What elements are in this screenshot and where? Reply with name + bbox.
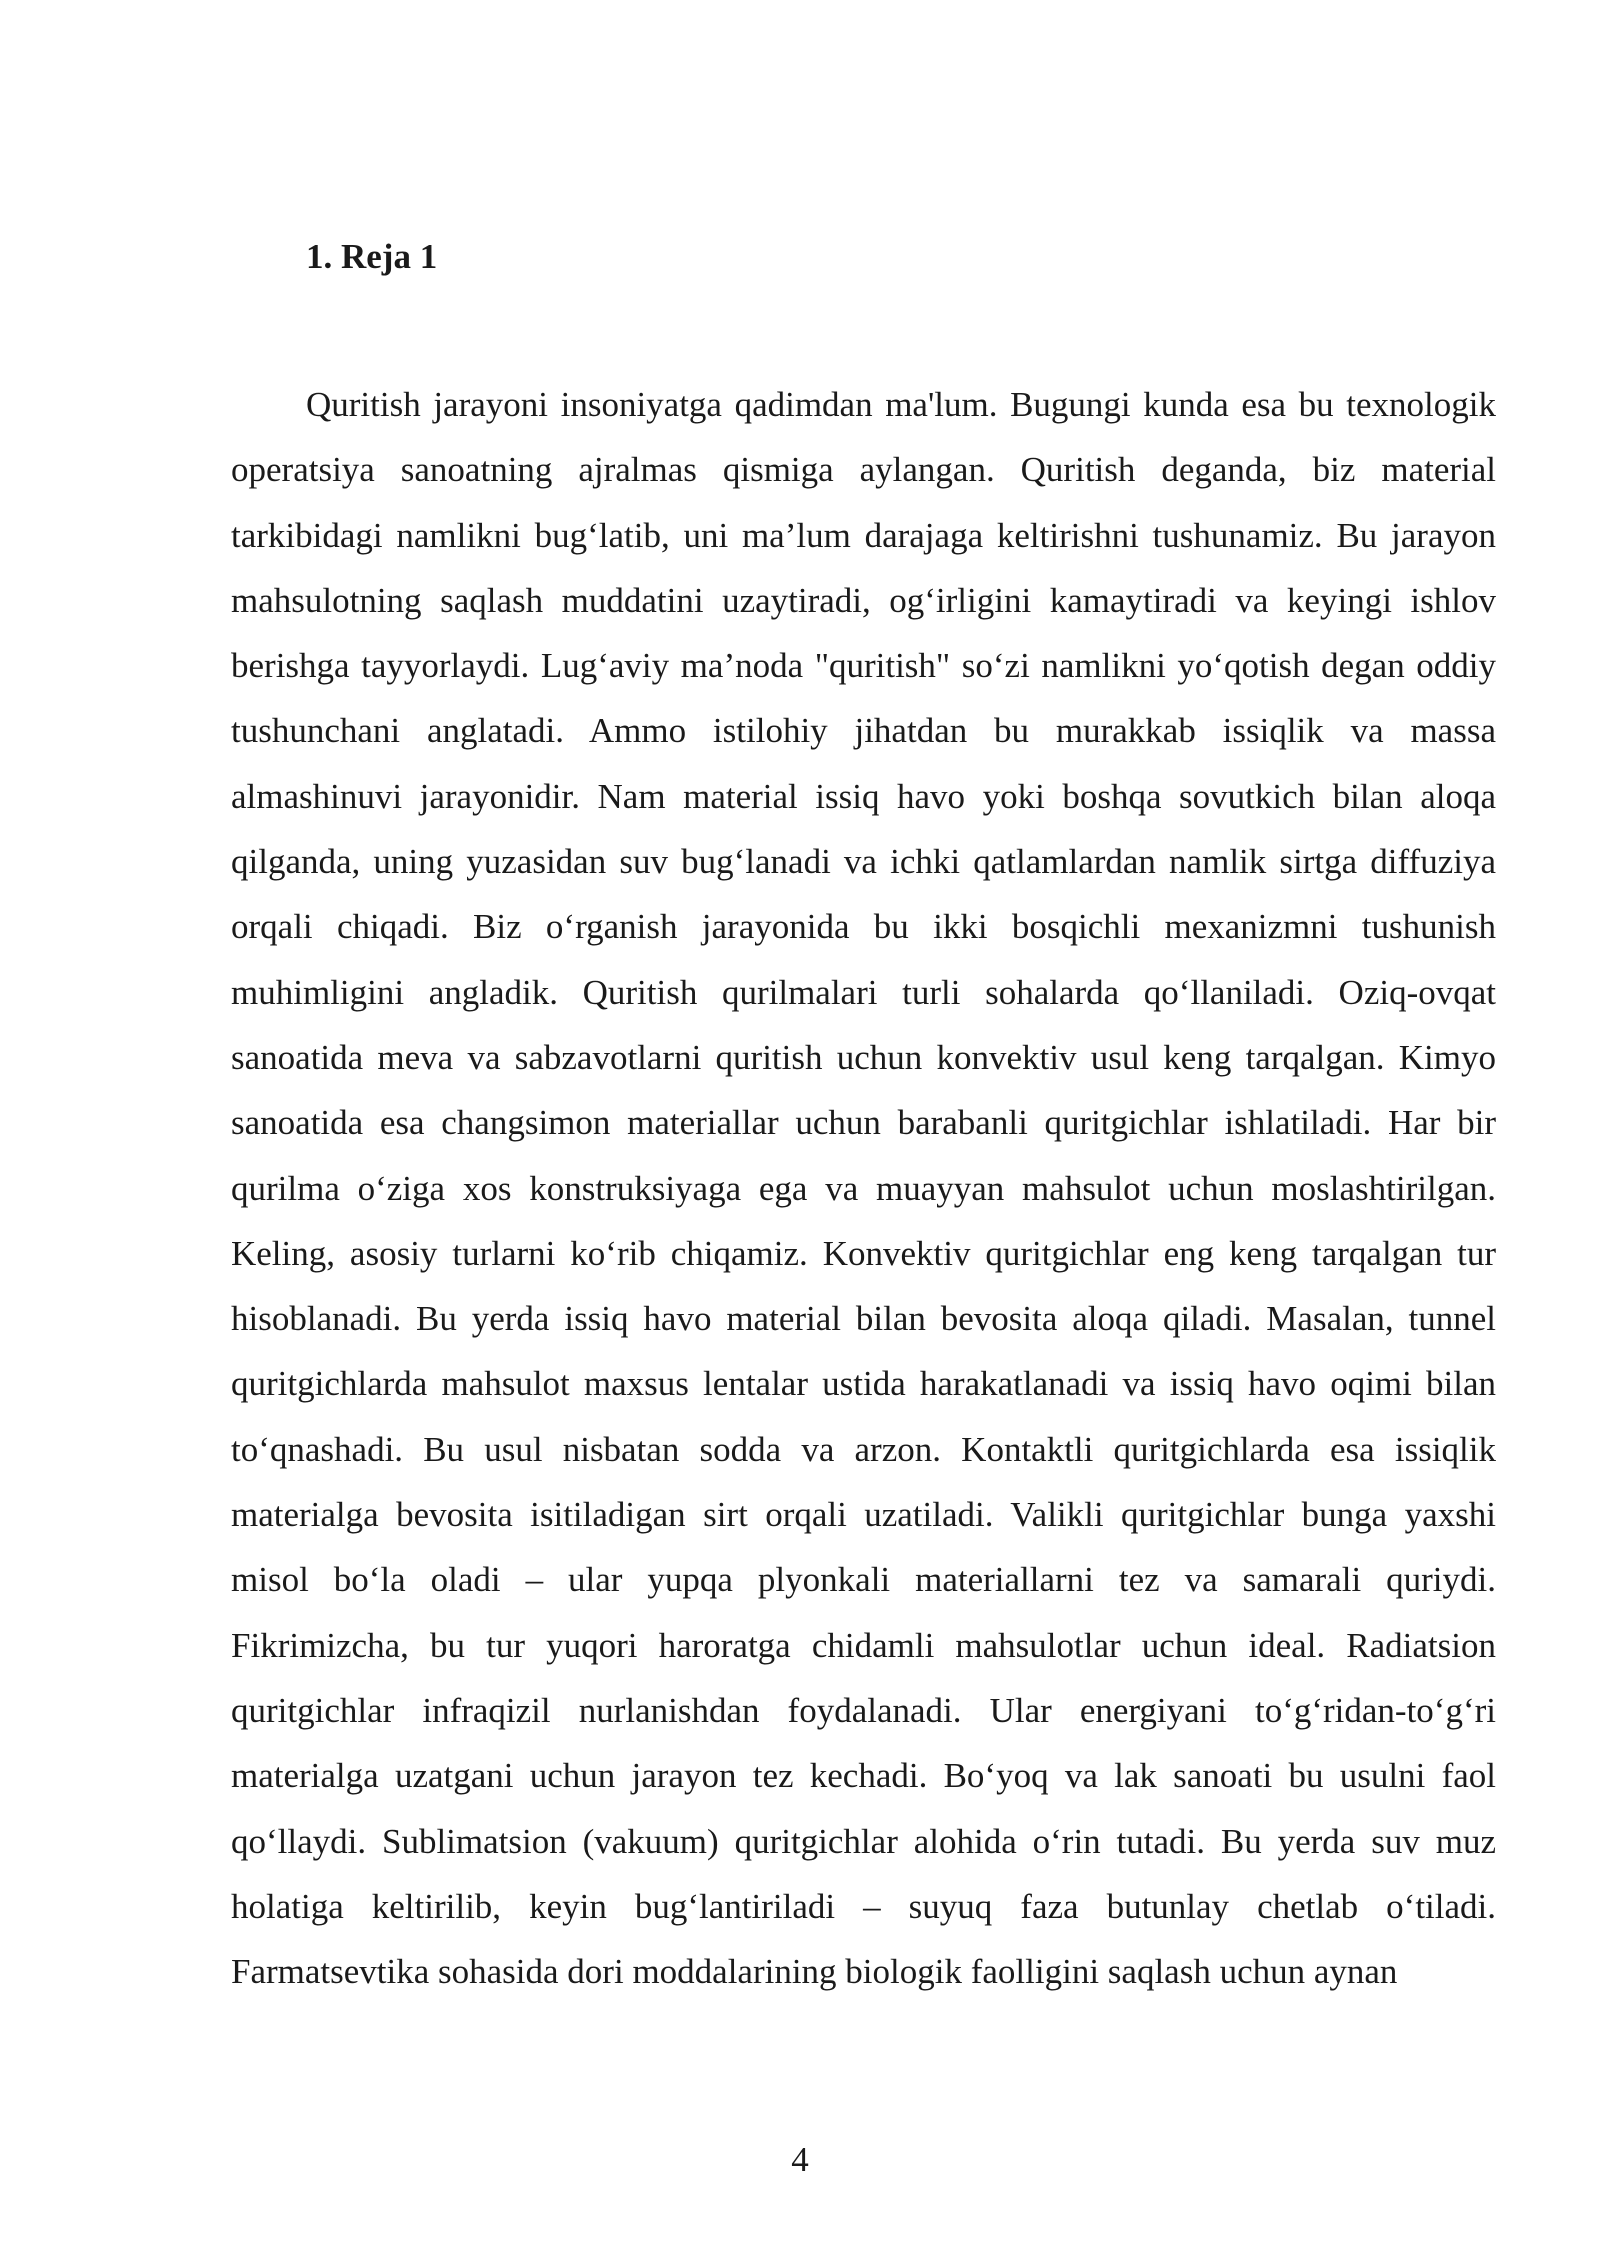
page-number: 4 bbox=[791, 2140, 809, 2179]
section-heading: 1. Reja 1 bbox=[306, 237, 438, 276]
body-paragraph: Quritish jarayoni insoniyatga qadimdan ma'lum. Bugungi kunda esa bu texnologik operatsiya sanoatning ajralmas qismiga aylangan. Quritish deganda, biz material tarkibidagi namlikni bug‘latib, uni ma’lum darajaga keltirishni tushunamiz. Bu jarayon mahsulotning saqlash muddatini uzaytiradi, og‘irligini kamaytiradi va keyingi ishlov berishga tayyorlaydi. Lug‘aviy ma’noda "quritish" so‘zi namlikni yo‘qotish degan oddiy tushunchani anglatadi. Ammo istilohiy jihatdan bu murakkab issiqlik va massa almashinuvi jarayonidir. Nam material issiq havo yoki boshqa sovutkich bilan aloqa qilganda, uning yuzasidan suv bug‘lanadi va ichki qatlamlardan namlik sirtga diffuziya orqali chiqadi. Biz o‘rganish jarayonida bu ikki bosqichli mexanizmni tushunish muhimligini angladik. Quritish qurilmalari turli sohalarda qo‘llaniladi. Oziq-ovqat sanoatida meva va sabzavotlarni quritish uchun konvektiv usul keng tarqalgan. Kimyo sanoatida esa changsimon materiallar uchun barabanli quritgichlar ishlatiladi. Har bir qurilma o‘ziga xos konstruksiyaga ega va muayyan mahsulot uchun moslashtirilgan. Keling, asosiy turlarni ko‘rib chiqamiz. Konvektiv quritgichlar eng keng tarqalgan tur hisoblanadi. Bu yerda issiq havo material bilan bevosita aloqa qiladi. Masalan, tunnel quritgichlarda mahsulot maxsus lentalar ustida harakatlanadi va issiq havo oqimi bilan to‘qnashadi. Bu usul nisbatan sodda va arzon. Kontaktli quritgichlarda esa issiqlik materialga bevosita isitiladigan sirt orqali uzatiladi. Valikli quritgichlar bunga yaxshi misol bo‘la oladi – ular yupqa plyonkali materiallarni tez va samarali quriydi. Fikrimizcha, bu tur yuqori haroratga chidamli mahsulotlar uchun ideal. Radiatsion quritgichlar infraqizil nurlanishdan foydalanadi. Ular energiyani to‘g‘ridan-to‘g‘ri materialga uzatgani uchun jarayon tez kechadi. Bo‘yoq va lak sanoati bu usulni faol qo‘llaydi. Sublimatsion (vakuum) quritgichlar alohida o‘rin tutadi. Bu yerda suv muz holatiga keltirilib, keyin bug‘lantiriladi – suyuq faza butunlay chetlab o‘tiladi. Farmatsevtika sohasida dori moddalarining biologik faolligini saqlash uchun aynan bbox=[231, 385, 1496, 1992]
